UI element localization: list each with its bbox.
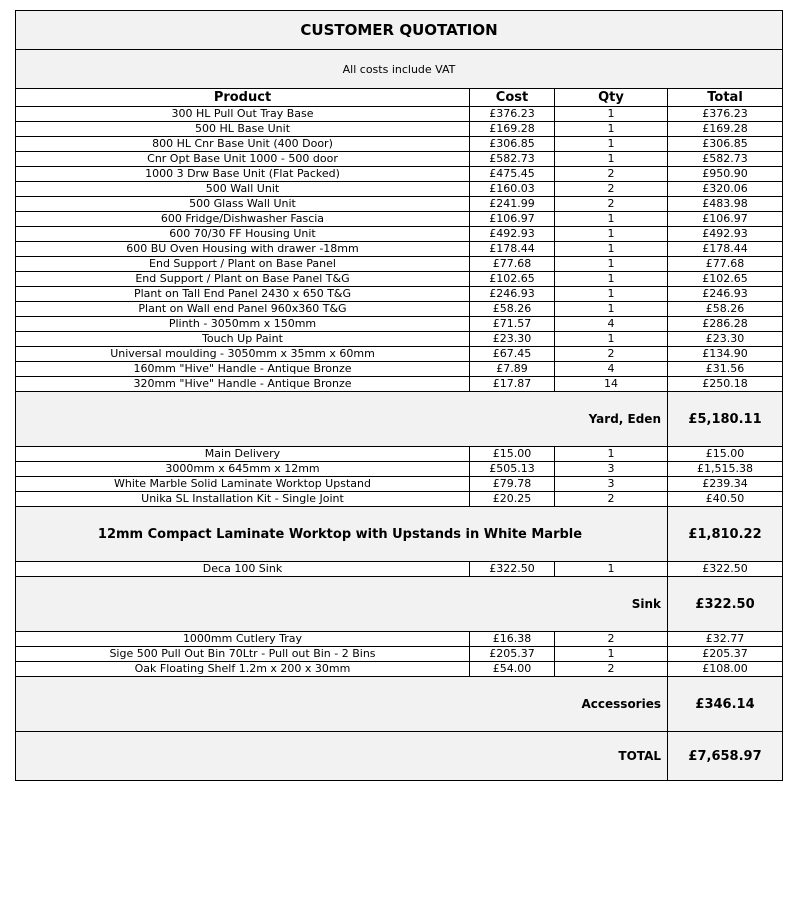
- qty-cell: 1: [555, 647, 668, 662]
- cost-cell: £475.45: [470, 167, 555, 182]
- cost-cell: £205.37: [470, 647, 555, 662]
- cost-cell: £492.93: [470, 227, 555, 242]
- qty-cell: 3: [555, 462, 668, 477]
- total-cell: £250.18: [668, 377, 783, 392]
- table-row: [16, 272, 783, 287]
- product-cell: Unika SL Installation Kit - Single Joint: [16, 492, 470, 507]
- subtotal-row: [16, 577, 783, 632]
- qty-cell: 4: [555, 362, 668, 377]
- table-row: [16, 167, 783, 182]
- subtotal-value: £5,180.11: [668, 392, 783, 447]
- product-cell: Sige 500 Pull Out Bin 70Ltr - Pull out Bin - 2 Bins: [16, 647, 470, 662]
- table-row: [16, 257, 783, 272]
- table-row: [16, 317, 783, 332]
- qty-cell: 14: [555, 377, 668, 392]
- table-row: [16, 197, 783, 212]
- qty-column-header: Qty: [555, 89, 668, 107]
- qty-cell: 1: [555, 227, 668, 242]
- cost-cell: £246.93: [470, 287, 555, 302]
- qty-cell: 1: [555, 447, 668, 462]
- total-cell: £286.28: [668, 317, 783, 332]
- qty-cell: 4: [555, 317, 668, 332]
- product-cell: Plant on Wall end Panel 960x360 T&G: [16, 302, 470, 317]
- cost-cell: £322.50: [470, 562, 555, 577]
- table-row: [16, 477, 783, 492]
- table-row: [16, 287, 783, 302]
- total-cell: £31.56: [668, 362, 783, 377]
- product-cell: 600 70/30 FF Housing Unit: [16, 227, 470, 242]
- table-row: [16, 377, 783, 392]
- subtotal-row: [16, 507, 783, 562]
- grand-total-value: £7,658.97: [668, 732, 783, 781]
- title-row: [16, 11, 783, 50]
- subtotal-value: £1,810.22: [668, 507, 783, 562]
- cost-cell: £71.57: [470, 317, 555, 332]
- subtotal-label: Sink: [16, 577, 668, 632]
- subtotal-label: Yard, Eden: [16, 392, 668, 447]
- table-row: [16, 182, 783, 197]
- total-cell: £246.93: [668, 287, 783, 302]
- table-row: [16, 662, 783, 677]
- qty-cell: 2: [555, 662, 668, 677]
- table-row: [16, 647, 783, 662]
- total-cell: £77.68: [668, 257, 783, 272]
- table-row: [16, 212, 783, 227]
- product-cell: 600 Fridge/Dishwasher Fascia: [16, 212, 470, 227]
- qty-cell: 3: [555, 477, 668, 492]
- product-cell: End Support / Plant on Base Panel: [16, 257, 470, 272]
- table-row: [16, 332, 783, 347]
- cost-cell: £106.97: [470, 212, 555, 227]
- qty-cell: 1: [555, 242, 668, 257]
- product-cell: Cnr Opt Base Unit 1000 - 500 door: [16, 152, 470, 167]
- vat-note: All costs include VAT: [16, 50, 783, 89]
- product-cell: Touch Up Paint: [16, 332, 470, 347]
- quotation-sheet: [15, 10, 782, 781]
- cost-cell: £505.13: [470, 462, 555, 477]
- qty-cell: 2: [555, 632, 668, 647]
- table-row: [16, 447, 783, 462]
- qty-cell: 2: [555, 182, 668, 197]
- table-row: [16, 562, 783, 577]
- subtotal-label: Accessories: [16, 677, 668, 732]
- product-cell: 500 Glass Wall Unit: [16, 197, 470, 212]
- total-cell: £322.50: [668, 562, 783, 577]
- product-cell: 320mm "Hive" Handle - Antique Bronze: [16, 377, 470, 392]
- total-cell: £58.26: [668, 302, 783, 317]
- qty-cell: 2: [555, 167, 668, 182]
- cost-cell: £17.87: [470, 377, 555, 392]
- cost-cell: £7.89: [470, 362, 555, 377]
- grand-total-row: [16, 732, 783, 781]
- product-cell: 1000 3 Drw Base Unit (Flat Packed): [16, 167, 470, 182]
- table-row: [16, 137, 783, 152]
- cost-cell: £15.00: [470, 447, 555, 462]
- qty-cell: 1: [555, 272, 668, 287]
- qty-cell: 1: [555, 287, 668, 302]
- cost-cell: £58.26: [470, 302, 555, 317]
- qty-cell: 1: [555, 302, 668, 317]
- total-cell: £15.00: [668, 447, 783, 462]
- total-cell: £134.90: [668, 347, 783, 362]
- product-cell: Plinth - 3050mm x 150mm: [16, 317, 470, 332]
- product-cell: Universal moulding - 3050mm x 35mm x 60mm: [16, 347, 470, 362]
- product-cell: 800 HL Cnr Base Unit (400 Door): [16, 137, 470, 152]
- table-row: [16, 362, 783, 377]
- cost-column-header: Cost: [470, 89, 555, 107]
- quotation-table: [15, 10, 783, 781]
- product-cell: White Marble Solid Laminate Worktop Upstand: [16, 477, 470, 492]
- grand-total-label: TOTAL: [16, 732, 668, 781]
- product-cell: Plant on Tall End Panel 2430 x 650 T&G: [16, 287, 470, 302]
- table-row: [16, 632, 783, 647]
- total-cell: £108.00: [668, 662, 783, 677]
- subtotal-value: £322.50: [668, 577, 783, 632]
- product-cell: 500 Wall Unit: [16, 182, 470, 197]
- table-row: [16, 462, 783, 477]
- total-cell: £483.98: [668, 197, 783, 212]
- table-row: [16, 492, 783, 507]
- quotation-title: CUSTOMER QUOTATION: [16, 11, 783, 50]
- table-row: [16, 347, 783, 362]
- qty-cell: 2: [555, 492, 668, 507]
- subtotal-label: 12mm Compact Laminate Worktop with Upstands in White Marble: [16, 507, 668, 562]
- qty-cell: 2: [555, 197, 668, 212]
- table-row: [16, 122, 783, 137]
- total-cell: £239.34: [668, 477, 783, 492]
- subtotal-value: £346.14: [668, 677, 783, 732]
- product-column-header: Product: [16, 89, 470, 107]
- qty-cell: 1: [555, 137, 668, 152]
- total-cell: £106.97: [668, 212, 783, 227]
- total-cell: £205.37: [668, 647, 783, 662]
- cost-cell: £306.85: [470, 137, 555, 152]
- subtotal-row: [16, 392, 783, 447]
- product-cell: 300 HL Pull Out Tray Base: [16, 107, 470, 122]
- product-cell: 500 HL Base Unit: [16, 122, 470, 137]
- cost-cell: £79.78: [470, 477, 555, 492]
- subtotal-row: [16, 677, 783, 732]
- total-column-header: Total: [668, 89, 783, 107]
- cost-cell: £67.45: [470, 347, 555, 362]
- total-cell: £1,515.38: [668, 462, 783, 477]
- qty-cell: 1: [555, 332, 668, 347]
- cost-cell: £23.30: [470, 332, 555, 347]
- cost-cell: £178.44: [470, 242, 555, 257]
- table-row: [16, 242, 783, 257]
- total-cell: £40.50: [668, 492, 783, 507]
- qty-cell: 1: [555, 152, 668, 167]
- total-cell: £492.93: [668, 227, 783, 242]
- table-row: [16, 227, 783, 242]
- qty-cell: 1: [555, 122, 668, 137]
- product-cell: 1000mm Cutlery Tray: [16, 632, 470, 647]
- product-cell: Oak Floating Shelf 1.2m x 200 x 30mm: [16, 662, 470, 677]
- cost-cell: £77.68: [470, 257, 555, 272]
- cost-cell: £376.23: [470, 107, 555, 122]
- qty-cell: 1: [555, 562, 668, 577]
- cost-cell: £241.99: [470, 197, 555, 212]
- cost-cell: £160.03: [470, 182, 555, 197]
- table-row: [16, 152, 783, 167]
- table-row: [16, 107, 783, 122]
- total-cell: £169.28: [668, 122, 783, 137]
- cost-cell: £16.38: [470, 632, 555, 647]
- qty-cell: 2: [555, 347, 668, 362]
- qty-cell: 1: [555, 212, 668, 227]
- cost-cell: £169.28: [470, 122, 555, 137]
- vat-note-row: [16, 50, 783, 89]
- cost-cell: £20.25: [470, 492, 555, 507]
- total-cell: £178.44: [668, 242, 783, 257]
- product-cell: 3000mm x 645mm x 12mm: [16, 462, 470, 477]
- product-cell: Deca 100 Sink: [16, 562, 470, 577]
- table-row: [16, 302, 783, 317]
- total-cell: £23.30: [668, 332, 783, 347]
- product-cell: End Support / Plant on Base Panel T&G: [16, 272, 470, 287]
- total-cell: £582.73: [668, 152, 783, 167]
- total-cell: £102.65: [668, 272, 783, 287]
- cost-cell: £54.00: [470, 662, 555, 677]
- total-cell: £306.85: [668, 137, 783, 152]
- cost-cell: £102.65: [470, 272, 555, 287]
- qty-cell: 1: [555, 257, 668, 272]
- product-cell: 160mm "Hive" Handle - Antique Bronze: [16, 362, 470, 377]
- total-cell: £950.90: [668, 167, 783, 182]
- total-cell: £32.77: [668, 632, 783, 647]
- cost-cell: £582.73: [470, 152, 555, 167]
- header-row: [16, 89, 783, 107]
- product-cell: Main Delivery: [16, 447, 470, 462]
- total-cell: £320.06: [668, 182, 783, 197]
- total-cell: £376.23: [668, 107, 783, 122]
- product-cell: 600 BU Oven Housing with drawer -18mm: [16, 242, 470, 257]
- qty-cell: 1: [555, 107, 668, 122]
